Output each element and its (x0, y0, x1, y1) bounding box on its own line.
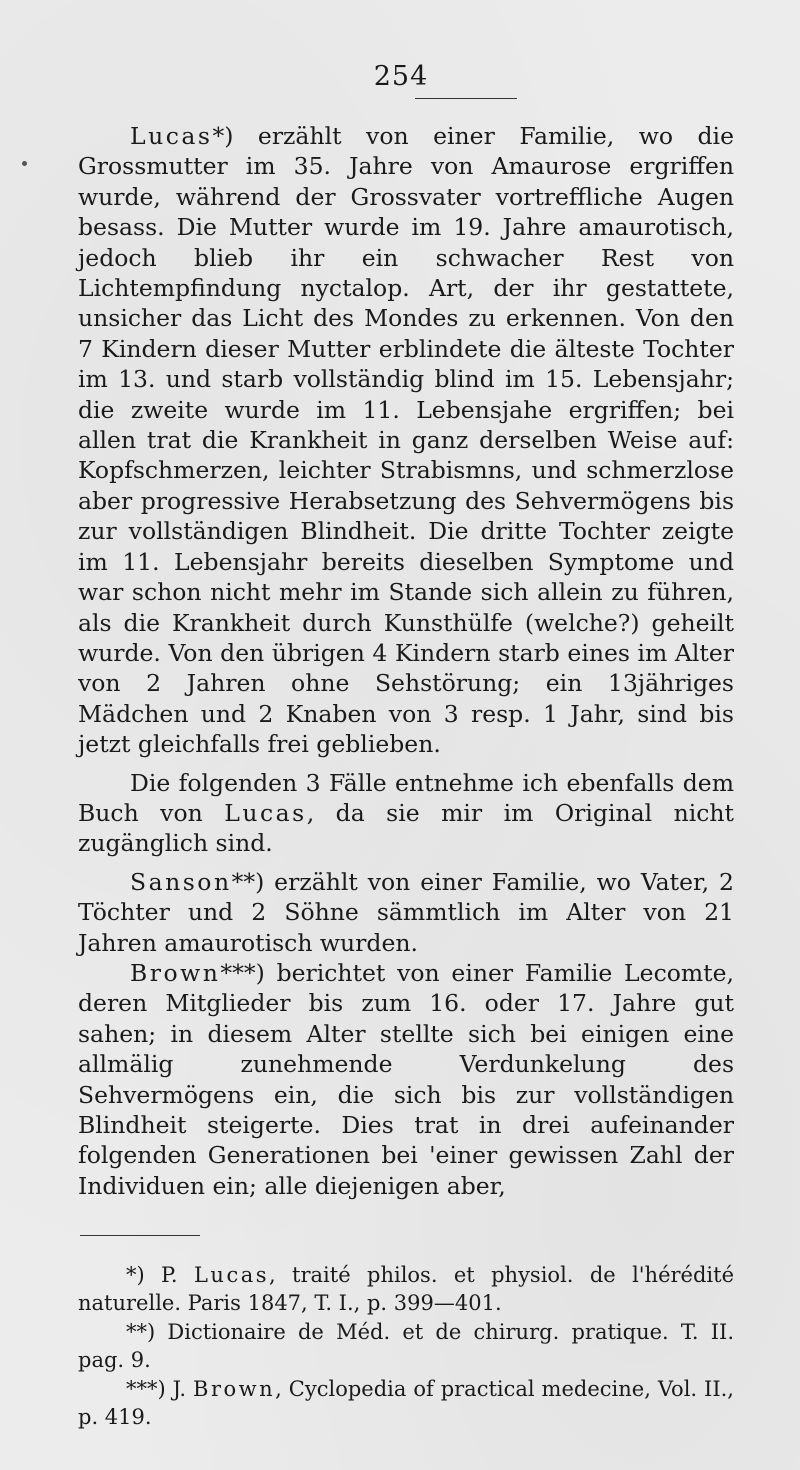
paragraph-text: Die folgenden 3 Fälle entnehme ich ebenfalls dem Buch von (78, 768, 734, 827)
author-name: Brown (193, 1377, 276, 1402)
page-number: 254 (373, 61, 429, 92)
footnote (78, 1319, 734, 1374)
footnote-marker: *) P. (126, 1263, 194, 1288)
footnote (78, 1376, 734, 1431)
author-name: Lucas (224, 798, 307, 827)
paragraph-sanson (78, 867, 734, 958)
footnote-text: , traité philos. et physiol. de l'hérédité naturelle. Paris 1847, T. I., p. 399—401. (78, 1263, 734, 1315)
paragraph-sources (78, 768, 734, 859)
footnote-text: Dictionaire de Méd. et de chirurg. pratique. T. II. pag. 9. (78, 1320, 734, 1372)
paragraph-lucas (78, 121, 734, 760)
paragraph-text: , da sie mir im Original nicht zugänglich sind. (78, 798, 735, 858)
footnote-marker: **) (126, 1320, 168, 1345)
ink-speck (22, 161, 27, 166)
author-name: Brown (130, 958, 221, 987)
footnote-text: , Cyclopedia of practical medecine, Vol. II., p. 419. (78, 1377, 734, 1429)
footnote-rule (80, 1235, 200, 1236)
paragraph-text: *) erzählt von einer Familie, wo die Grossmutter im 35. Jahre von Amaurose ergriffen wurde, während der Grossvater vortreffliche Augen besass. Die Mutter wurde im 19. Jahre amaurotisch, jedoch blieb ihr ein schwacher Rest von Lichtempfindung nyctalop. Art, der ihr gestattete, unsicher das Licht des Mondes zu erkennen. Von den 7 Kindern dieser Mutter erblindete die älteste Tochter im 13. und starb vollständig blind im 15. Lebensjahr; die zweite wurde im 11. Lebensjahe ergriffen; bei allen trat die Krankheit in ganz derselben Weise auf: Kopfschmerzen, leichter Strabismns, und schmerzlose aber progressive Herabsetzung des Sehvermögens bis zur vollständigen Blindheit. Die dritte Tochter zeigte im 11. Lebensjahr bereits dieselben Symptome und war schon nicht mehr im Stande sich allein zu führen, als die Krankheit durch Kunsthülfe (welche?) geheilt wurde. Von den übrigen 4 Kindern starb eines im Alter von 2 Jahren ohne Sehstörung; ein 13jähriges Mädchen und 2 Knaben von 3 resp. 1 Jahr, sind bis jetzt gleichfalls frei geblieben. (78, 122, 734, 759)
author-name: Lucas (193, 1263, 270, 1288)
footnote-marker: ***) J. (126, 1377, 194, 1402)
paragraph-text: **) erzählt von einer Familie, wo Vater, 2 Töchter und 2 Söhne sämmtlich im Alter von 21 Jahren amaurotisch wurden. (78, 867, 734, 957)
author-name: Lucas (130, 122, 213, 150)
footnote (78, 1262, 734, 1317)
body-text (78, 121, 734, 1201)
footnotes (78, 1262, 734, 1431)
paragraph-brown (78, 958, 734, 1201)
paragraph-text: ***) berichtet von einer Familie Lecomte, deren Mitglieder bis zum 16. oder 17. Jahre gut sahen; in diesem Alter stellte sich bei einigen eine allmälig zunehmende Verdunkelung des Sehvermögens ein, die sich bis zur vollständigen Blindheit steigerte. Dies trat in drei aufeinander folgenden Generationen bei 'einer gewissen Zahl der Individuen ein; alle diejenigen aber, (78, 958, 734, 1200)
page-number-rule (415, 98, 517, 99)
author-name: Sanson (130, 867, 232, 896)
